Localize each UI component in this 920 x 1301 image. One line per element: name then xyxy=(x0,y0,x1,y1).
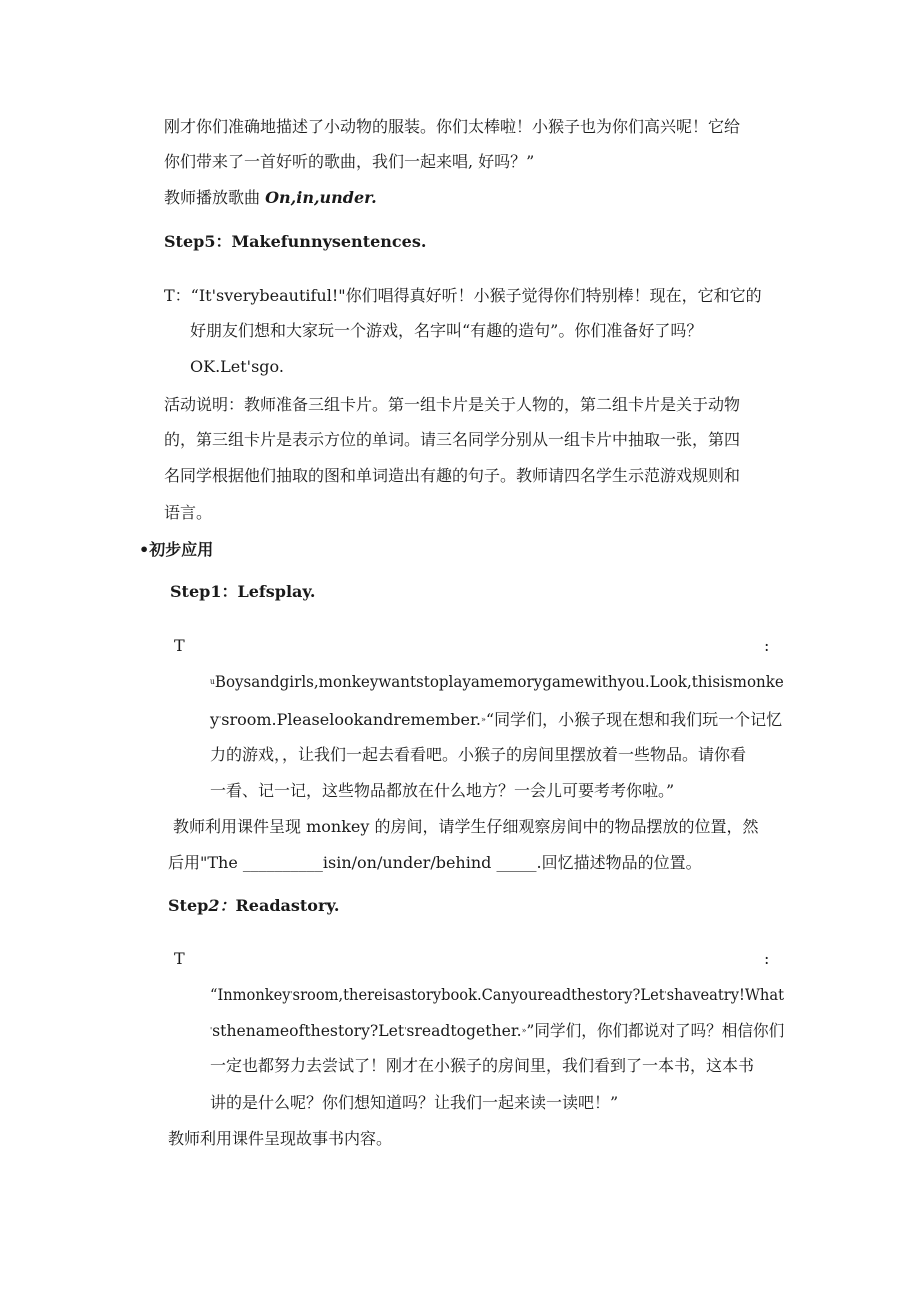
step2-line2-b: sthenameofthestory?Let xyxy=(212,1021,405,1040)
activity-line2: 的，第三组卡片是表示方位的单词。请三名同学分别从一组卡片中抽取一张，第四 xyxy=(164,430,741,449)
step2-line3: 一定也都努力去尝试了！刚才在小猴子的房间里，我们看到了一本书，这本书 xyxy=(210,1056,755,1075)
song-title: On,in,under. xyxy=(265,188,377,207)
step2-line1-b: sroom,thereisastorybook.Canyoureadthestory?Let xyxy=(292,985,665,1004)
step2-line2-c: sreadtogether. xyxy=(406,1021,522,1040)
step1-note1: 教师利用课件呈现 monkey 的房间，请学生仔细观察房间中的物品摆放的位置，然 xyxy=(173,817,759,836)
step1-colon: : xyxy=(764,636,770,655)
step5-line3: OK.Let'sgo. xyxy=(190,357,284,376)
step2-line4: 讲的是什么呢？你们想知道吗？让我们一起来读一读吧！” xyxy=(210,1093,619,1112)
step2-line1-c: shaveatry!What xyxy=(666,985,784,1004)
step2-line2-mark1: ' xyxy=(210,1026,213,1035)
step2-line2-mark3: » xyxy=(521,1026,527,1035)
paragraph1-line2: 你们带来了一首好听的歌曲，我们一起来唱, 好吗？” xyxy=(164,152,535,171)
step1-line1-mark: u xyxy=(210,677,215,686)
step2-line1-mark2: ' xyxy=(664,990,667,999)
step2-speaker: T xyxy=(174,949,185,968)
step1-line2-b: sroom.Pleaselookandremember. xyxy=(221,710,481,729)
step2-line1 xyxy=(210,985,784,1005)
song-line xyxy=(164,188,377,208)
step2-line1-mark1: ' xyxy=(290,990,293,999)
step1-line1-text: Boysandgirls,monkeywantstoplayamemorygamewithyou.Look,thisismonke xyxy=(214,672,784,691)
paragraph1-line1: 刚才你们准确地描述了小动物的服装。你们太棒啦！小猴子也为你们高兴呢！它给 xyxy=(164,117,741,136)
step2-heading-title: Readastory. xyxy=(235,896,340,915)
step5-line2: 好朋友们想和大家玩一个游戏，名字叫“有趣的造句”。你们准备好了吗？ xyxy=(190,321,703,340)
step2-line2-mark2: ' xyxy=(404,1026,407,1035)
step2-line1-a: “Inmonkey xyxy=(210,985,291,1004)
step1-speaker: T xyxy=(174,636,185,655)
step2-colon: : xyxy=(764,949,770,968)
step2-heading-num: 2 xyxy=(208,896,220,915)
step2-heading-colon: ： xyxy=(219,896,236,915)
activity-line3: 名同学根据他们抽取的图和单词造出有趣的句子。教师请四名学生示范游戏规则和 xyxy=(164,466,741,485)
step2-heading xyxy=(168,896,339,916)
step1-line3: 力的游戏，，让我们一起去看看吧。小猴子的房间里摆放着一些物品。请你看 xyxy=(210,745,747,764)
section-bullet: • xyxy=(139,540,150,559)
step2-line2-d: ”同学们，你们都说对了吗？相信你们 xyxy=(526,1021,785,1040)
step1-line1 xyxy=(210,672,784,692)
step1-line4: 一看、记一记，这些物品都放在什么地方？一会儿可要考考你啦。” xyxy=(210,781,675,800)
activity-line4: 语言。 xyxy=(164,503,213,522)
step2-heading-a: Step xyxy=(168,896,209,915)
step2-note: 教师利用课件呈现故事书内容。 xyxy=(168,1129,393,1148)
step1-note2: 后用"The __________isin/on/under/behind _____.回忆描述物品的位置。 xyxy=(168,853,702,872)
step5-line1: T：“It'sverybeautiful!"你们唱得真好听！小猴子觉得你们特别棒！现在，它和它的 xyxy=(164,286,762,305)
step1-line2-c: “同学们，小猴子现在想和我们玩一个记忆 xyxy=(485,710,783,729)
step1-line2-a: y xyxy=(210,710,220,729)
step1-line2-mark1: ' xyxy=(219,715,222,724)
section-heading xyxy=(139,540,213,560)
step1-heading: Step1：Lefsplay. xyxy=(170,582,316,601)
step1-line2-mark2: » xyxy=(480,715,486,724)
step1-line2 xyxy=(210,710,782,730)
step5-heading: Step5：Makefunnysentences. xyxy=(164,232,427,251)
song-prefix: 教师播放歌曲 xyxy=(164,188,266,207)
section-title: 初步应用 xyxy=(149,540,214,559)
step2-line2 xyxy=(210,1021,784,1041)
activity-line1: 活动说明：教师准备三组卡片。第一组卡片是关于人物的，第二组卡片是关于动物 xyxy=(164,395,741,414)
